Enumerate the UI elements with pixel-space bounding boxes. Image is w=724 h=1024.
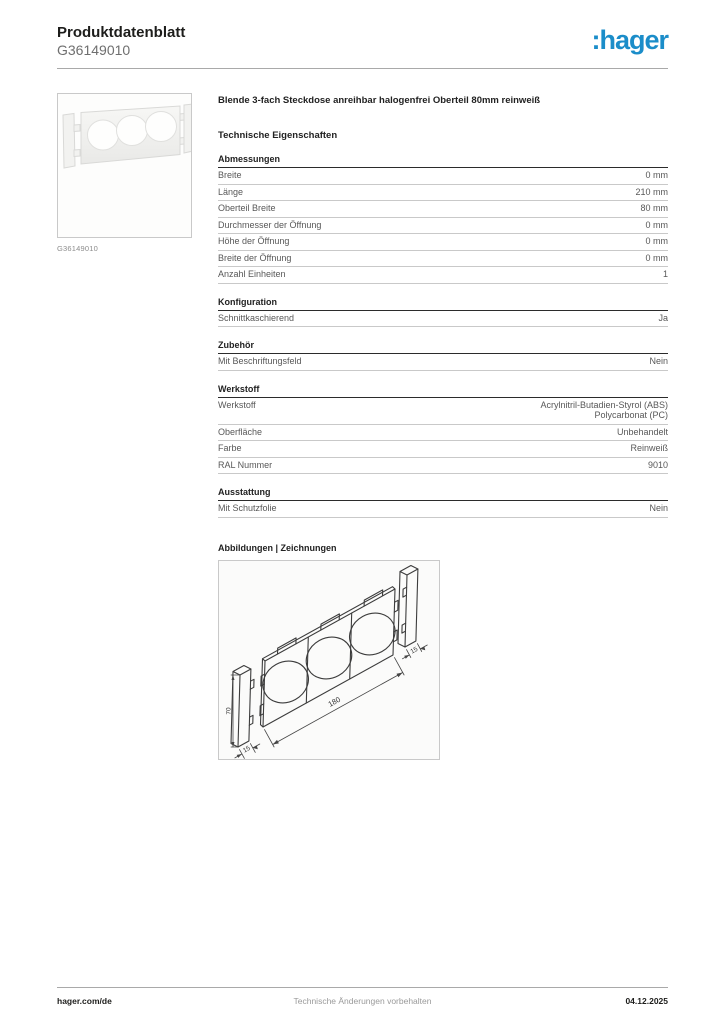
- spec-label: Breite der Öffnung: [218, 252, 292, 263]
- socket-opening: [117, 116, 148, 146]
- spec-label: Schnittkaschierend: [218, 312, 295, 323]
- spec-value: 1: [662, 269, 668, 279]
- spec-label: RAL Nummer: [218, 459, 273, 470]
- header: [57, 24, 668, 59]
- spec-value: Nein: [649, 356, 668, 366]
- spec-row: [218, 501, 668, 518]
- product-image-box: [57, 93, 192, 238]
- spec-row: [218, 251, 668, 268]
- spec-section-title: Ausstattung: [218, 487, 668, 501]
- spec-section-title: Abmessungen: [218, 154, 668, 168]
- spec-row: [218, 185, 668, 202]
- spec-row: [218, 398, 668, 425]
- spec-row: [218, 218, 668, 235]
- footer-divider: [57, 987, 668, 988]
- hager-logo: :hager: [591, 25, 668, 55]
- spec-label: Werkstoff: [218, 399, 256, 410]
- spec-row: [218, 267, 668, 284]
- dimension-label-height: 70: [225, 706, 233, 715]
- spec-label: Farbe: [218, 443, 242, 453]
- spec-value: 0 mm: [645, 219, 668, 230]
- spec-value: Ja: [658, 312, 668, 323]
- spec-value: 0 mm: [645, 236, 668, 246]
- spec-section: [218, 487, 668, 518]
- spec-row: [218, 168, 668, 185]
- spec-label: Länge: [218, 186, 244, 197]
- document-title: Produktdatenblatt: [57, 24, 186, 41]
- spec-section: [218, 154, 668, 284]
- spec-section: [218, 384, 668, 475]
- spec-section-title: Konfiguration: [218, 297, 668, 311]
- details-column: [218, 93, 668, 760]
- spec-section: [218, 297, 668, 328]
- spec-label: Anzahl Einheiten: [218, 269, 286, 279]
- spec-section: [218, 340, 668, 371]
- product-image: [58, 94, 191, 237]
- spec-section-title: Werkstoff: [218, 384, 668, 398]
- spec-label: Mit Schutzfolie: [218, 503, 277, 513]
- spec-value: 210 mm: [635, 186, 668, 197]
- drawings-heading: Abbildungen | Zeichnungen: [218, 542, 337, 553]
- spec-value: 0 mm: [645, 252, 668, 263]
- product-title: Blende 3-fach Steckdose anreihbar halogenfrei Oberteil 80mm reinweiß: [218, 95, 541, 106]
- spec-row: [218, 201, 668, 218]
- spec-label: Oberteil Breite: [218, 203, 276, 213]
- spec-sections: [218, 154, 668, 518]
- footer: [57, 996, 668, 1006]
- footer-website: hager.com/de: [57, 996, 112, 1006]
- dimension-label-end-left: 15: [241, 744, 252, 755]
- spec-value: Unbehandelt: [616, 426, 668, 437]
- dimension-label-end-right: 15: [409, 645, 420, 656]
- technical-drawing-box: [218, 560, 440, 760]
- spec-row: [218, 354, 668, 371]
- technical-drawing: [219, 561, 439, 759]
- spec-value: Nein: [649, 503, 668, 513]
- socket-opening: [88, 120, 119, 150]
- header-divider: [57, 68, 668, 69]
- spec-value: Reinweiß: [630, 443, 668, 453]
- spec-row: [218, 311, 668, 328]
- footer-notice: Technische Änderungen vorbehalten: [293, 996, 432, 1006]
- footer-date: 04.12.2025: [625, 996, 668, 1006]
- spec-value: Acrylnitril-Butadien-Styrol (ABS) Polycarbonat (PC): [540, 399, 668, 420]
- spec-row: [218, 458, 668, 475]
- spec-label: Mit Beschriftungsfeld: [218, 356, 302, 366]
- spec-row: [218, 425, 668, 442]
- end-cap-right: [184, 104, 191, 153]
- spec-label: Höhe der Öffnung: [218, 236, 290, 246]
- spec-value: 9010: [647, 459, 668, 470]
- spec-label: Breite: [218, 170, 242, 180]
- dimension-label-length: 180: [326, 694, 342, 709]
- spec-value: 0 mm: [645, 170, 668, 180]
- spec-label: Oberfläche: [218, 426, 263, 437]
- product-image-column: [57, 93, 193, 253]
- product-code: G36149010: [57, 42, 131, 58]
- socket-opening: [146, 112, 177, 142]
- spec-value: 80 mm: [640, 203, 668, 213]
- spec-label: Durchmesser der Öffnung: [218, 219, 322, 230]
- spec-row: [218, 441, 668, 458]
- spec-section-title: Zubehör: [218, 340, 668, 354]
- product-image-caption: G36149010: [57, 244, 99, 253]
- specs-heading: Technische Eigenschaften: [218, 130, 338, 141]
- end-cap-left: [63, 114, 75, 169]
- spec-row: [218, 234, 668, 251]
